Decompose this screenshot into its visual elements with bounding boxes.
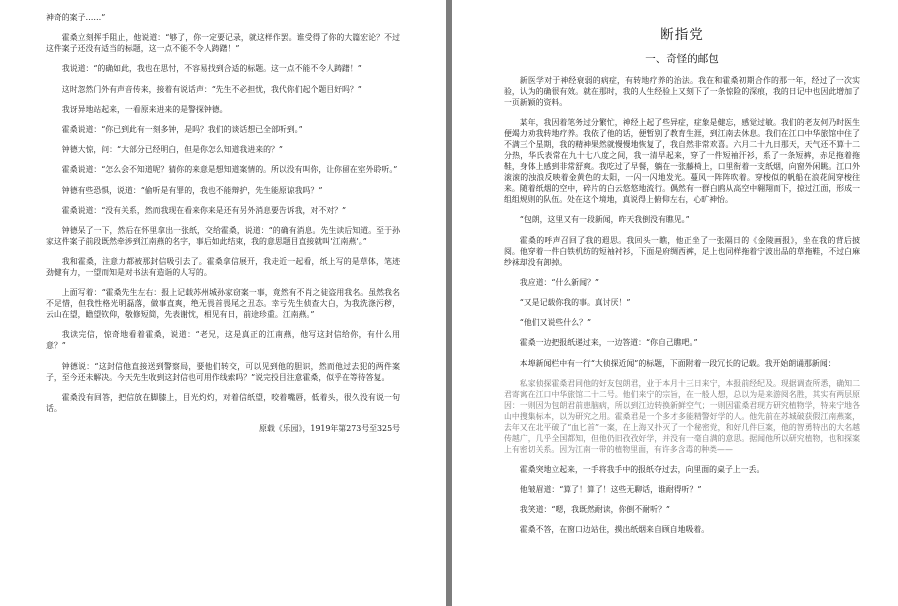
left-paragraph-9: 钟德有些恐惧，说道：“偷听是有罪的，我也不能辩护，先生能原谅我吗？”	[61, 185, 323, 195]
left-paragraph-1: 神奇的案子……”	[46, 13, 106, 22]
right-paragraph-8: 霍桑一边把报纸递过来，一边答道：“你自己瞧吧。”	[519, 338, 698, 348]
left-paragraph-2: 霍桑立刻挥手阻止，他说道：“够了，你一定要记录，就这样作罢。谁受得了你的大篇宏论？不过这件案子还没有适当的标题，这一点不能不令人踌躇！”	[46, 33, 400, 54]
left-paragraph-7: 钟德大惊，问：“大部分已经明白，但是你怎么知道我进来的？”	[61, 145, 283, 155]
source-note: 原载《乐园》，1919年第273号至325号	[259, 424, 400, 433]
left-paragraph-15: 钟德说：“这封信他直接送到警察局，要他们转交，可以见到他的胆识，然而他过去犯的两件案子，至今还未解决。今天先生收到这封信也可用作线索吗？”说完投目注意霍桑，似乎在等待答复。	[46, 361, 400, 382]
right-paragraph-5: 我应道：“什么新闻？”	[519, 277, 599, 287]
right-paragraph-4: 霍桑的呼声召回了我的遐思。我回头一瞧，他正坐了一张隔日的《金陵画报》，坐在我的背后披阅。他穿着一件白铁机纺的短袖衬衫，下面是府绸西裤，足上也同样拖着宁波出品的草拖鞋，不过白麻纱袜却没有卸掉。	[504, 235, 860, 267]
left-paragraph-4: 这时忽然门外有声音传来，接着有说话声：“先生不必担忧，我代你们起个题目好吗？”	[61, 84, 362, 94]
left-paragraph-16: 霍桑没有回答，把信放在脚膝上，目光灼灼，对着信纸望，咬着嘴唇，低着头，很久没有说一句话。	[46, 392, 400, 413]
right-paragraph-12: 我笑道：“嗯，我既然耐读，你倒不耐听？”	[519, 505, 670, 515]
left-paragraph-8: 霍桑说道：“怎么会不知道呢？猜你的来意是想知道案情的。所以没有叫你，让你留在室外聆听。”	[61, 165, 398, 175]
chapter-title: 断指党	[660, 27, 704, 43]
left-paragraph-5: 我讶异地站起来，一看原来进来的是警探钟德。	[61, 104, 228, 114]
right-paragraph-13: 霍桑不答，在窗口边站住，摸出纸烟来自顾自地吸着。	[519, 525, 710, 535]
newspaper-quote: 私家侦探霍桑君同他的好友包朗君，业于本月十三日来宁，本报前经纪及。现据调查所悉，确知二君寄寓在江口中华旅馆二十二号。他们来宁的宗旨，在一般人想，总以为是来游阅名胜，其实有两层原因：一则因为包朗君前患脑病，所以到江边转换新鲜空气；一则因霍桑君现方研究植物学，特来宁地各山中搜集标本，以为研究之用。霍桑君是一个多才多能精警好学的人。他先前在苏城破获假江南燕案，去年又在北平破了“血匕首”一案，在上海又扑灭了一个秘密党，和好几件巨案，他的智勇特出的大名越传越广，几乎全国都知，但他仍旧孜孜好学，并没有一毫自满的意思。据闻他所以研究植物，也和探案上有密切关系。因为江南一带的植物里面，有许多含毒的种类——	[504, 378, 860, 454]
left-paragraph-6: 霍桑说道：“你已到此有一刻多钟，是吗？我们的谈话想已全部听到。”	[61, 124, 303, 134]
right-paragraph-9: 本埠新闻栏中有一行“大侦探近闻”的标题，下面附着一段冗长的记载。我开始朗诵那新闻：	[519, 358, 836, 368]
left-paragraph-3: 我说道：“的确如此，我也在思忖，不容易找到合适的标题。这一点不能不令人踌躇！”	[61, 64, 362, 74]
left-paragraph-10: 霍桑说道：“没有关系，然而我现在看来你来是还有另外消息要告诉我，对不对？”	[61, 205, 347, 215]
right-paragraph-2: 某年，我因着笔务过分繁忙，神经上起了些异症，症象是健忘，感觉过敏。我们的老友何乃时医生便竭力劝我转地疗养。我依了他的话，便暂别了教育生涯，到江南去休息。我们在江口中华旅馆中住了不满三个星期，我的精神果然就慢慢地恢复了，我自然非常欢喜。六月二十九日那天，天气还不算十二分热，华氏表常在九十七八度之间，我一清早起来，穿了一件短袖汗衫，系了一条短裤，赤足拖着拖鞋，身体上感到非常舒爽。我吃过了早餐，躺在一张藤椅上，口里衔着一支纸烟，向窗外闲眺。江口外滚滚的浊浪反映着金黄色的太阳，一闪一闪地发光。蔓风一阵阵吹着。穿梭似的帆船在浪花间穿梭往来。随着纸烟的空中，碎片的白云悠悠地流行。偶然有一群白鸥从高空中翱翔而下，掠过江面，形成一组组规则的队伍。处在这个境地，真说得上俯仰左右，心旷神怡。	[504, 118, 860, 205]
right-paragraph-11: 他皱眉道：“算了！算了！这些无聊话，谁耐得听？”	[519, 485, 702, 495]
section-title: 一、奇怪的邮包	[645, 53, 719, 65]
left-page	[0, 0, 446, 606]
left-paragraph-13: 上面写着：“霍桑先生左右：报上记载苏州城孙家窃案一事，竟然有不肖之徒盗用我名。虽然我名不足惜，但我性格光明磊落，做事直爽，绝无畏首畏尾之丑态。幸亏先生侦查大白，为我洗涤污秽，云山在望，瞻望钦仰，敬修短简，先表谢忱，相见有日，前途珍重。江南燕。”	[46, 288, 400, 320]
right-paragraph-3: “包朗，这里又有一段新闻，昨天我倒没有瞧见。”	[519, 215, 690, 225]
left-paragraph-12: 我和霍桑，注意力都被那封信吸引去了。霍桑拿信展开，我走近一起看，纸上写的是草体，笔迹劲健有力，一望而知是对书法有造诣的人写的。	[46, 257, 400, 278]
right-page	[452, 0, 898, 606]
right-paragraph-10: 霍桑突地立起来，一手将我手中的报纸夺过去，向里面的桌子上一丢。	[519, 464, 765, 474]
right-paragraph-7: “他们又说些什么？”	[519, 318, 591, 328]
right-paragraph-1: 新医学对于神经衰弱的病症，有转地疗养的治法。我在和霍桑初期合作的那一年，经过了一次实验，认为的确很有效。就在那时，我的人生经验上又刻下了一条惊险的深痕，我的日记中也因此增加了一页新颖的资料。	[504, 76, 860, 107]
left-paragraph-14: 我读完信，惊奇地看着霍桑，说道：“老兄，这是真正的江南燕，他写这封信给你，有什么用意？”	[46, 330, 400, 351]
right-paragraph-6: “又是记载你我的事。真讨厌！”	[519, 297, 631, 307]
left-paragraph-11: 钟德呆了一下，然后在怀里拿出一张纸，交给霍桑，说道：“的确有消息。先生读后知道。至于孙家这件案子前段既然牵涉到江南燕的名字，事后如此结束，我的意思题目直接就叫‘江南燕’。”	[46, 225, 400, 246]
